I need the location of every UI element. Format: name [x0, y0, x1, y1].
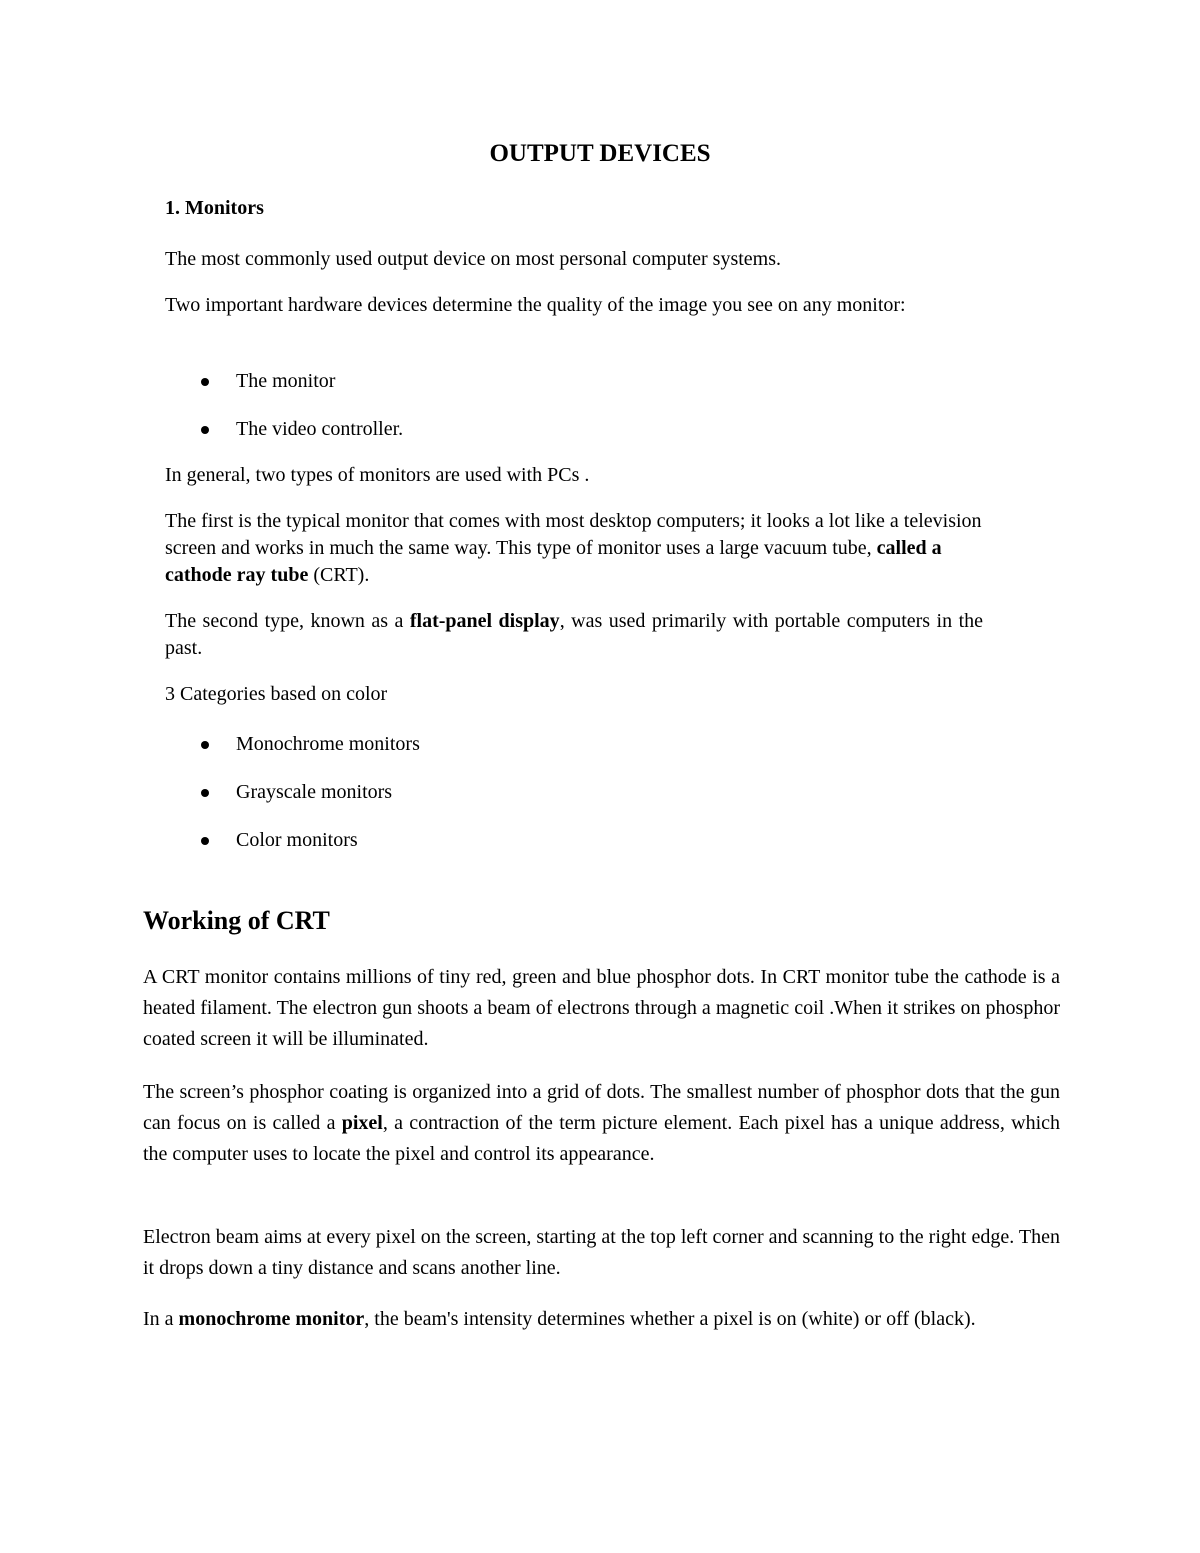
first-type-tail: (CRT).: [308, 564, 370, 586]
monitors-intro-paragraph: The most commonly used output device on most personal computer systems.: [165, 248, 782, 270]
crt-paragraph-1: A CRT monitor contains millions of tiny red, green and blue phosphor dots. In CRT monitor tube the cathode is a heated filament. The electron gun shoots a beam of electrons through a magnetic coil .When it strikes on phosphor coated screen it will be illuminated.: [143, 966, 1060, 1050]
crt-paragraph-4-text: In a: [143, 1308, 179, 1330]
page-title: OUTPUT DEVICES: [489, 140, 711, 167]
list-item-text: Color monitors: [236, 829, 358, 851]
second-type-paragraph: [165, 608, 983, 662]
list-item: [165, 825, 420, 873]
hardware-list: [165, 366, 403, 462]
second-type-text: The second type, known as a: [165, 610, 410, 632]
crt-paragraph-2-text: The screen’s phosphor coating is organized into a grid of dots. The smallest number of phosphor dots that the gun can focus on is called a: [143, 1081, 1060, 1134]
list-item-text: Grayscale monitors: [236, 781, 393, 803]
color-categories-intro: 3 Categories based on color: [165, 683, 388, 705]
first-type-text: The first is the typical monitor that comes with most desktop computers; it looks a lot like a television screen and works in much the same way. This type of monitor uses a large vacuum tube,: [165, 510, 982, 559]
crt-paragraph-2: [143, 1077, 1060, 1170]
list-item: [165, 366, 403, 414]
list-item-text: The video controller.: [236, 418, 404, 440]
second-type-tail: , was used primarily with portable computers in the past.: [165, 610, 984, 659]
section-heading-working-of-crt: Working of CRT: [143, 906, 330, 935]
bullet-icon: [201, 741, 209, 749]
list-item-text: The monitor: [236, 370, 336, 392]
list-item: [165, 777, 420, 825]
crt-paragraph-2-tail: , a contraction of the term picture element. Each pixel has a unique address, which the computer uses to locate the pixel and control its appearance.: [143, 1112, 1060, 1165]
first-type-bold: called a cathode ray tube: [165, 537, 942, 586]
monitor-types-intro: In general, two types of monitors are used with PCs .: [165, 464, 590, 486]
bullet-icon: [201, 789, 209, 797]
color-categories-list: [165, 729, 420, 873]
crt-paragraph-3: Electron beam aims at every pixel on the screen, starting at the top left corner and scanning to the right edge. Then it drops down a tiny distance and scans another line.: [143, 1226, 1060, 1279]
second-type-bold: flat-panel display: [409, 610, 560, 632]
list-item-text: Monochrome monitors: [236, 733, 420, 755]
monochrome-monitor-bold: monochrome monitor: [178, 1308, 365, 1330]
bullet-icon: [201, 426, 209, 434]
list-item: [165, 729, 420, 777]
section-heading-monitors: 1. Monitors: [165, 197, 264, 219]
quality-paragraph: Two important hardware devices determine the quality of the image you see on any monitor:: [165, 294, 906, 316]
bullet-icon: [201, 837, 209, 845]
crt-paragraph-4-tail: , the beam's intensity determines whether a pixel is on (white) or off (black).: [364, 1308, 976, 1330]
bullet-icon: [201, 378, 209, 386]
crt-paragraph-4: [143, 1304, 1060, 1335]
list-item: [165, 414, 403, 462]
first-type-paragraph: [165, 508, 983, 589]
pixel-bold: pixel: [341, 1112, 383, 1134]
